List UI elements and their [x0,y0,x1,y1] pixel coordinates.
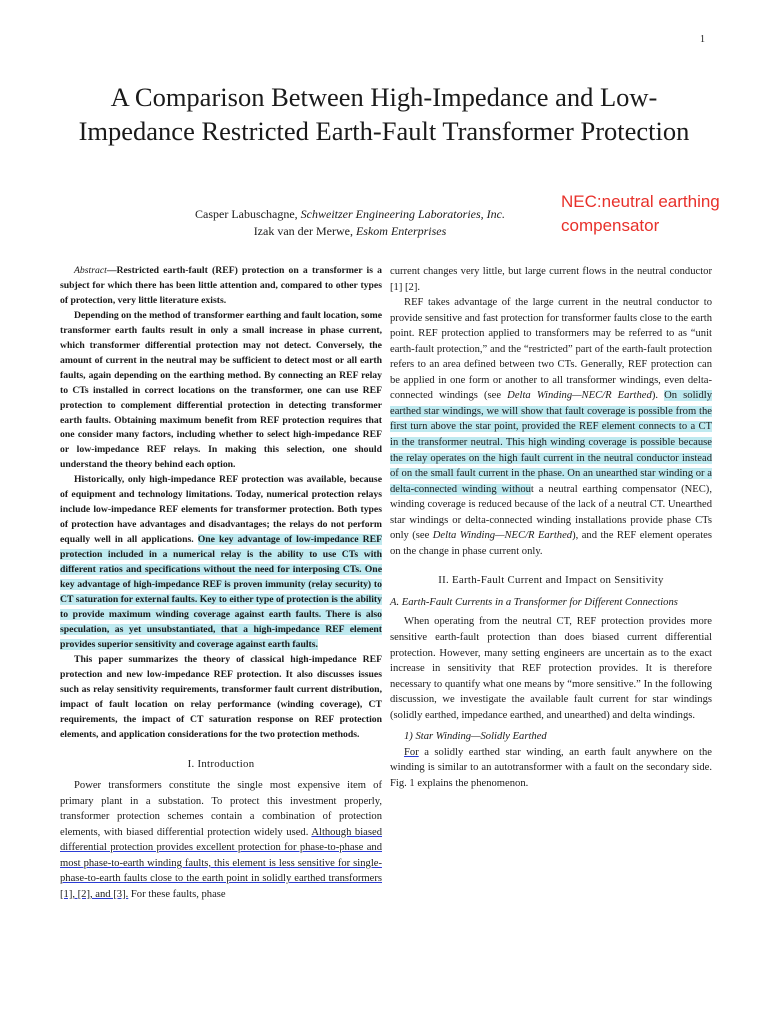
body-text: t a neutral earthing compensator (NEC), winding coverage is reduced because of the lack of a neutral CT. Unearthed star windings or delta-connected winding installations provide phase CTs only (see [390,483,712,542]
abstract-paragraph-2: Depending on the method of transformer earthing and fault location, some transformer earth faults result in only a small increase in phase current, which transformer differential protection may not detect. Conversely, the amount of current in the neutral may be sufficient to detect most or all earth faults, again depending on the earthing method. By connecting an REF relay to CTs installed in correct locations on the transformer, one can use REF protection to complement differential protection in detecting transformer earth faults. Obtaining maximum benefit from REF protection requires that one consider many factors, including whether to select high-impedance REF or low-impedance REF relays. In making this selection, one should understand the theory behind each option. [60,309,382,471]
author-name-1: Casper Labuschagne, [195,207,301,221]
intro-tail: For these faults, phase [128,888,226,900]
body-paragraph-sensitivity: When operating from the neutral CT, REF protection provides more sensitive earth-fault protection than does biased current differential protection. However, many setting engineers are uncertain as to the exact increase in sensitivity that REF protection provides. It is therefore necessary to quantify what one means by “more sensitive.” In the following discussion, we investigate the available fault current for star windings (solidly earthed, impedance earthed, and unearthed) and delta windings. [390,616,712,721]
author-line-2 [150,223,550,240]
author-affiliation-1: Schweitzer Engineering Laboratories, Inc. [300,207,505,221]
body-text: ), and the REF element operates on the change in phase current only. [390,530,712,557]
abstract-text-1: —Restricted earth-fault (REF) protection on a transformer is a subject for which there has been little attention and, compared to other types of protection, very little literature exists. [60,265,382,306]
underlined-text: For [404,746,419,758]
underlined-text: Although biased differential protection provides excellent protection for phase-to-phase and most phase-to-earth winding faults, this element is less sensitive for single-phase-to-earth faults close to the earth point in solidly earthed transformers [1], [2], and [3]. [60,826,383,900]
intro-text: Power transformers constitute the single most expensive item of primary plant in a substation. To protect this investment properly, transformer protection schemes contain a combination of protection elements, with biased differential protection widely used. [60,780,382,838]
body-paragraph-ref [390,295,712,559]
abstract-paragraph-3 [60,473,382,652]
body-text: REF takes advantage of the large current in the neutral conductor to provide sensitive and fast protection for transformer faults close to the earth point. REF protection applied to transformers may be referred to as “unit earth-fault protection,” and the “restricted” part of the earth-fault protection refers to an area defined between two CTs. Generally, REF protection can be applied in one form or another to all transformer windings, even delta-connected windings (see [390,297,712,402]
highlighted-text: One key advantage of low-impedance REF protection included in a numerical relay is the ability to use CTs with different ratios and specifications without the need for interposing CTs. One key advantage of high-impedance REF is proven immunity (relay security) to CT saturation for external faults. Key to either type of protection is the ability to provide maximum winding coverage against earth faults. There is also speculation, as yet unsubstantiated, that a high-impedance REF element provides superior sensitivity and coverage against earth faults. [60,534,382,650]
subsection-heading-a: A. Earth-Fault Currents in a Transformer for Different Connections [390,596,678,608]
body-text: a solidly earthed star winding, an earth fault anywhere on the winding is similar to an autotransformer with a fault on the secondary side. Fig. 1 explains the phenomenon. [390,746,712,789]
cross-reference: Delta Winding—NEC/R Earthed [432,530,573,542]
left-column [60,264,382,902]
abstract-paragraph-4: This paper summarizes the theory of classical high-impedance REF protection and new low-impedance REF protection. It also discusses issues such as relay sensitivity requirements, transformer fault current distribution, impact of fault location on relay performance (winding coverage), CT requirements, the impact of CT saturation response on REF protection elements, and application considerations for the two protection methods. [60,653,382,740]
section-heading-earth-fault: II. Earth-Fault Current and Impact on Sensitivity [438,574,664,587]
right-column [390,264,712,792]
handwritten-annotation: NEC:neutral earthing compensator [561,192,720,235]
subsubsection-heading-1: 1) Star Winding—Solidly Earthed [404,731,547,743]
author-name-2: Izak van der Merwe, [253,224,356,238]
intro-paragraph-1 [60,778,382,902]
body-paragraph-continued: current changes very little, but large current flows in the neutral conductor [1] [2]. [390,266,712,293]
cross-reference: Delta Winding—NEC/R Earthed [507,390,652,402]
section-heading-introduction: I. Introduction [187,757,255,770]
author-line-1 [150,206,550,223]
paper-title: A Comparison Between High-Impedance and Low-Impedance Restricted Earth-Fault Transformer Protection [78,82,690,146]
author-block [150,206,550,240]
abstract-lead: Abstract [74,265,107,276]
abstract-text-3: Historically, only high-impedance REF protection was available, because of equipment and technology limitations. Today, numerical protection relays include low-impedance REF elements for transformer protection. Both types of protection have advantages and disadvantages; the relays do not perform equally well in all applications. [60,474,382,546]
author-affiliation-2: Eskom Enterprises [355,224,447,238]
body-paragraph-star-winding [390,745,712,792]
body-text: ). [651,390,665,402]
page-number: 1 [700,34,705,45]
highlighted-text: On solidly earthed star windings, we will show that fault coverage is possible from the first turn above the star point, provided the REF element connects to a CT in the transformer neutral. This high winding coverage is possible because the relay operates on the high fault current in the neutral conductor instead of on the small fault current in the phase. On an unearthed star winding or a delta-connected winding withou [390,390,713,495]
abstract-paragraph-1 [60,264,382,309]
